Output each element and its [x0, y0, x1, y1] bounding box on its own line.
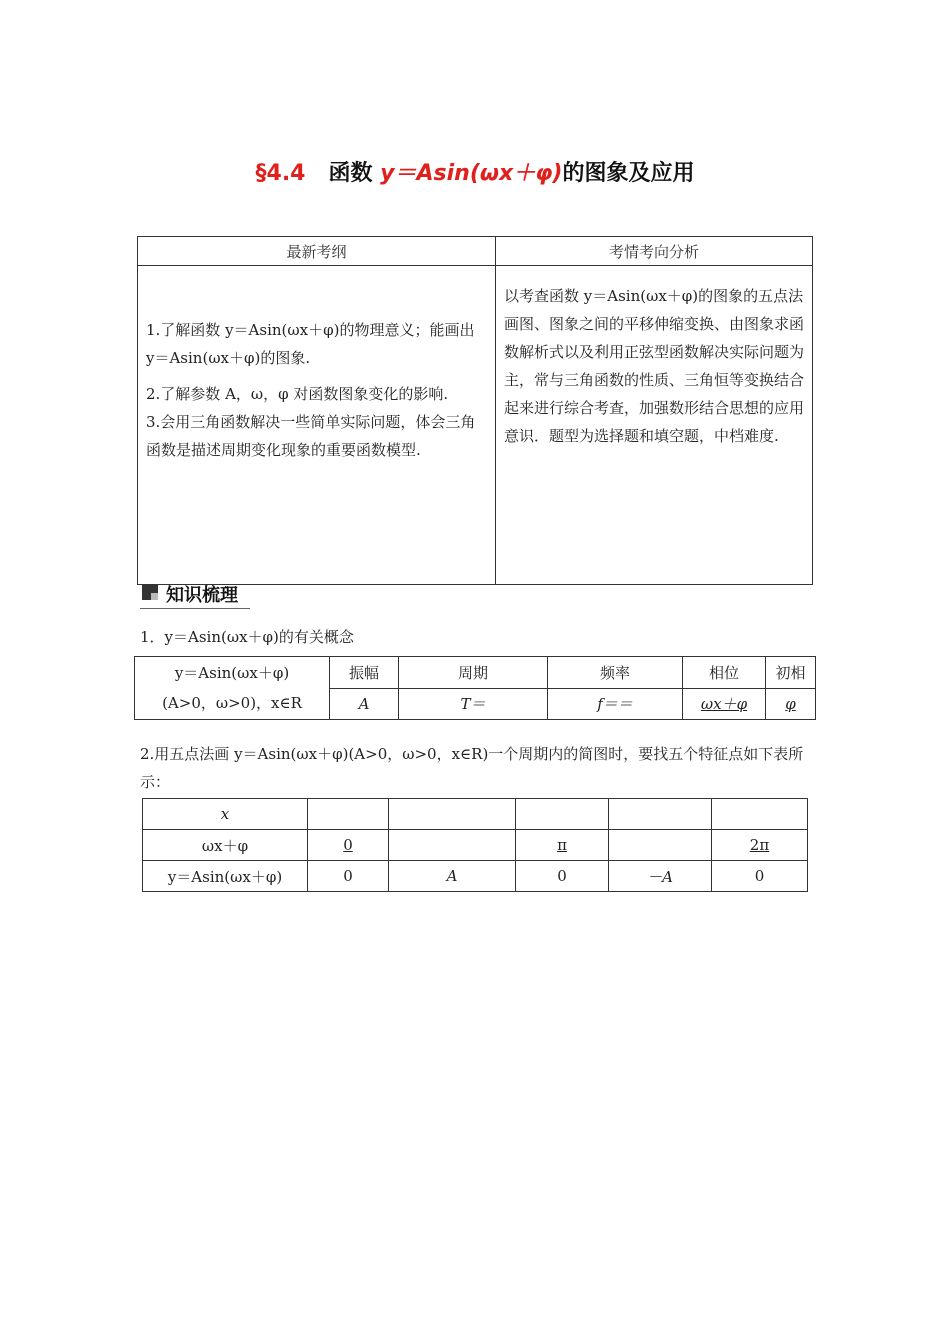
phase-value: 2π [749, 836, 770, 854]
concept-conditions: (A>0，ω>0)，x∈R [162, 694, 302, 712]
row-header-y: y＝Asin(ωx＋φ) [143, 861, 308, 892]
square-bullet-icon [142, 584, 158, 600]
header-initial-phase: 初相 [766, 657, 816, 689]
value-initial-phase-text: φ [785, 694, 796, 713]
row-header-phase: ωx＋φ [143, 830, 308, 861]
value-amplitude [330, 688, 399, 720]
title-suffix: 的图象及应用 [562, 161, 695, 186]
header-period: 周期 [399, 657, 548, 689]
value-frequency [548, 688, 683, 720]
section-number: §4.4 [255, 161, 306, 186]
header-frequency: 频率 [548, 657, 683, 689]
table-cell [712, 799, 808, 830]
outline-table [137, 236, 813, 585]
table-cell [308, 799, 389, 830]
outline-header-left: 最新考纲 [138, 237, 496, 266]
table-cell: 0 [308, 861, 389, 892]
value-frequency-text: f＝＝ [597, 695, 633, 714]
concept-formula: y＝Asin(ωx＋φ) [174, 664, 290, 682]
outline-left-cell [138, 266, 496, 585]
y-value: －A [647, 867, 673, 886]
table-cell [609, 861, 712, 892]
phase-value: π [557, 836, 567, 854]
table-cell [609, 830, 712, 861]
row-header-x-text: x [220, 805, 230, 823]
value-phase-text: ωx＋φ [700, 695, 748, 714]
header-phase: 相位 [683, 657, 766, 689]
item2-text: 2.用五点法画 y＝Asin(ωx＋φ)(A>0，ω>0，x∈R)一个周期内的简图时，要找五个特征点如下表所示： [140, 745, 804, 791]
phase-value: 0 [343, 836, 353, 854]
value-initial-phase [766, 688, 816, 720]
concept-table [134, 656, 816, 720]
table-cell [712, 830, 808, 861]
table-cell [389, 799, 516, 830]
value-period [399, 688, 548, 720]
header-amplitude: 振幅 [330, 657, 399, 689]
section-heading-label: 知识梳理 [166, 585, 238, 606]
outline-right-cell: 以考查函数 y＝Asin(ωx＋φ)的图象的五点法画图、图象之间的平移伸缩变换、由图象求函数解析式以及利用正弦型函数解决实际问题为主，常与三角函数的性质、三角恒等变换结合起来进行综合考查，加强数形结合思想的应用意识．题型为选择题和填空题，中档难度. [496, 266, 813, 585]
value-phase [683, 688, 766, 720]
table-cell: 0 [712, 861, 808, 892]
table-cell [516, 799, 609, 830]
concept-first-cell [135, 657, 330, 720]
row-header-x [143, 799, 308, 830]
table-cell [389, 861, 516, 892]
title-prefix: 函数 [328, 161, 381, 186]
outline-header-right: 考情考向分析 [496, 237, 813, 266]
table-cell [389, 830, 516, 861]
item1-text: 1．y＝Asin(ωx＋φ)的有关概念 [140, 628, 354, 646]
y-value: A [446, 867, 458, 885]
value-amplitude-text: A [358, 694, 370, 713]
table-cell [308, 830, 389, 861]
outline-item: 1.了解函数 y＝Asin(ωx＋φ)的物理意义；能画出 y＝Asin(ωx＋φ)的图象. [146, 321, 475, 367]
table-cell [516, 830, 609, 861]
table-cell [609, 799, 712, 830]
page-title [0, 156, 950, 187]
title-formula: y＝Asin(ωx＋φ) [380, 161, 563, 186]
outline-item: 3.会用三角函数解决一些简单实际问题，体会三角函数是描述周期变化现象的重要函数模型. [146, 413, 476, 459]
outline-item: 2.了解参数 A，ω，φ 对函数图象变化的影响. [146, 385, 449, 403]
five-point-table [142, 798, 808, 892]
table-cell: 0 [516, 861, 609, 892]
section-heading [140, 582, 250, 609]
value-period-text: T＝ [460, 695, 486, 714]
